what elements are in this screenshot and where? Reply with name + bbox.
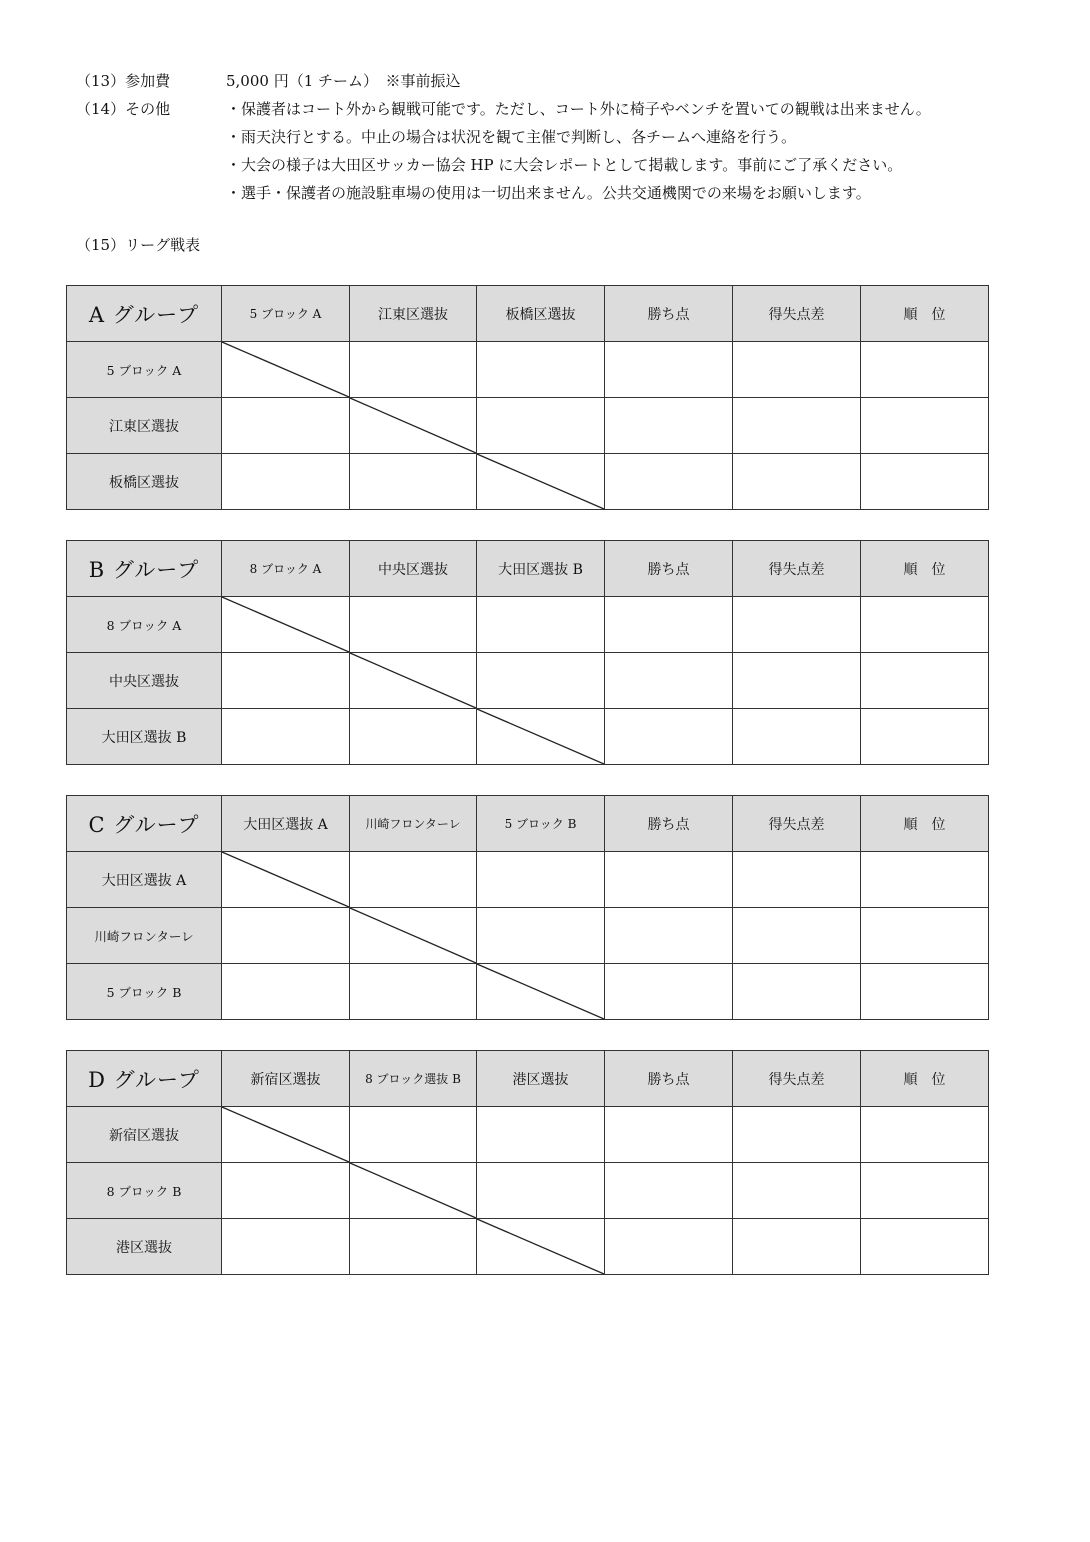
score-cell	[477, 653, 605, 709]
rank-cell	[861, 964, 989, 1020]
other-label: （14）その他	[76, 100, 171, 118]
fee-row	[76, 67, 931, 95]
points-header: 勝ち点	[605, 796, 733, 852]
table-header-row	[67, 541, 989, 597]
group-name: A グループ	[67, 286, 222, 342]
team-row-header: 大田区選抜 A	[67, 852, 222, 908]
table-row	[67, 398, 989, 454]
goal-diff-cell	[733, 597, 861, 653]
table-row	[67, 342, 989, 398]
goal-diff-cell	[733, 908, 861, 964]
team-column-header: 港区選抜	[477, 1051, 605, 1107]
rank-cell	[861, 908, 989, 964]
table-row	[67, 454, 989, 510]
team-row-header: 中央区選抜	[67, 653, 222, 709]
score-cell	[477, 1107, 605, 1163]
other-line: ・保護者はコート外から観戦可能です。ただし、コート外に椅子やベンチを置いての観戦は出来ません。	[226, 100, 931, 118]
diagonal-cell	[222, 597, 350, 653]
group-name: C グループ	[67, 796, 222, 852]
rank-cell	[861, 398, 989, 454]
points-cell	[605, 1219, 733, 1275]
points-header: 勝ち点	[605, 541, 733, 597]
goal-diff-cell	[733, 398, 861, 454]
team-row-header: 新宿区選抜	[67, 1107, 222, 1163]
diagonal-line	[477, 454, 604, 509]
team-column-header: 川崎フロンターレ	[350, 796, 477, 852]
score-cell	[350, 597, 477, 653]
points-cell	[605, 454, 733, 510]
diagonal-line	[477, 1219, 604, 1274]
rank-cell	[861, 1163, 989, 1219]
league-table-group-c	[66, 795, 989, 1020]
diagonal-cell	[222, 852, 350, 908]
score-cell	[222, 398, 350, 454]
score-cell	[350, 454, 477, 510]
team-column-header: 8 ブロック選抜 B	[350, 1051, 477, 1107]
rank-cell	[861, 709, 989, 765]
diagonal-line	[350, 653, 476, 708]
rank-cell	[861, 852, 989, 908]
points-cell	[605, 852, 733, 908]
table-row	[67, 964, 989, 1020]
team-column-header: 板橋区選抜	[477, 286, 605, 342]
diagonal-line	[222, 597, 349, 652]
points-cell	[605, 1163, 733, 1219]
diagonal-line	[477, 964, 604, 1019]
rank-header: 順 位	[861, 286, 989, 342]
table-header-row	[67, 1051, 989, 1107]
goal-diff-cell	[733, 1163, 861, 1219]
diagonal-line	[350, 1163, 476, 1218]
score-cell	[477, 398, 605, 454]
points-header: 勝ち点	[605, 286, 733, 342]
team-row-header: 8 ブロック B	[67, 1163, 222, 1219]
diagonal-line	[222, 1107, 349, 1162]
diagonal-cell	[477, 964, 605, 1020]
score-cell	[222, 1219, 350, 1275]
league-table-group-d	[66, 1050, 989, 1275]
score-cell	[222, 908, 350, 964]
score-cell	[350, 964, 477, 1020]
goal-diff-cell	[733, 852, 861, 908]
table-row	[67, 1107, 989, 1163]
diagonal-line	[222, 342, 349, 397]
score-cell	[477, 1163, 605, 1219]
score-cell	[222, 709, 350, 765]
diagonal-cell	[222, 1107, 350, 1163]
score-cell	[477, 852, 605, 908]
team-row-header: 大田区選抜 B	[67, 709, 222, 765]
goal-diff-cell	[733, 709, 861, 765]
team-row-header: 江東区選抜	[67, 398, 222, 454]
score-cell	[350, 342, 477, 398]
group-name: B グループ	[67, 541, 222, 597]
fee-label: （13）参加費	[76, 72, 171, 90]
rank-header: 順 位	[861, 796, 989, 852]
team-column-header: 5 ブロック A	[222, 286, 350, 342]
table-row	[67, 653, 989, 709]
rank-cell	[861, 597, 989, 653]
group-name: D グループ	[67, 1051, 222, 1107]
goal-diff-cell	[733, 964, 861, 1020]
points-cell	[605, 342, 733, 398]
diagonal-line	[222, 852, 349, 907]
goal-diff-header: 得失点差	[733, 1051, 861, 1107]
points-cell	[605, 964, 733, 1020]
fee-value: 5,000 円（1 チーム） ※事前振込	[226, 72, 461, 90]
table-row	[67, 852, 989, 908]
rank-header: 順 位	[861, 541, 989, 597]
diagonal-cell	[222, 342, 350, 398]
team-column-header: 大田区選抜 B	[477, 541, 605, 597]
info-section	[76, 67, 931, 207]
score-cell	[222, 653, 350, 709]
team-column-header: 5 ブロック B	[477, 796, 605, 852]
league-table-title: （15）リーグ戦表	[76, 236, 201, 254]
points-cell	[605, 709, 733, 765]
goal-diff-cell	[733, 653, 861, 709]
team-column-header: 江東区選抜	[350, 286, 477, 342]
diagonal-cell	[350, 398, 477, 454]
rank-cell	[861, 342, 989, 398]
rank-header: 順 位	[861, 1051, 989, 1107]
league-table-group-b	[66, 540, 989, 765]
other-line: ・選手・保護者の施設駐車場の使用は一切出来ません。公共交通機関での来場をお願いします。	[226, 184, 871, 202]
team-row-header: 板橋区選抜	[67, 454, 222, 510]
team-column-header: 新宿区選抜	[222, 1051, 350, 1107]
other-row	[76, 95, 931, 123]
team-row-header: 5 ブロック A	[67, 342, 222, 398]
team-row-header: 川崎フロンターレ	[67, 908, 222, 964]
team-row-header: 8 ブロック A	[67, 597, 222, 653]
diagonal-cell	[477, 1219, 605, 1275]
points-cell	[605, 597, 733, 653]
other-line: ・大会の様子は大田区サッカー協会 HP に大会レポートとして掲載します。事前にご了承ください。	[226, 156, 903, 174]
score-cell	[350, 1107, 477, 1163]
team-column-header: 8 ブロック A	[222, 541, 350, 597]
score-cell	[350, 709, 477, 765]
score-cell	[222, 964, 350, 1020]
table-row	[67, 908, 989, 964]
table-row	[67, 1163, 989, 1219]
rank-cell	[861, 1219, 989, 1275]
diagonal-line	[350, 398, 476, 453]
table-row	[67, 597, 989, 653]
table-row	[67, 1219, 989, 1275]
score-cell	[350, 852, 477, 908]
score-cell	[477, 908, 605, 964]
league-table-group-a	[66, 285, 989, 510]
points-cell	[605, 398, 733, 454]
table-row	[67, 709, 989, 765]
team-row-header: 5 ブロック B	[67, 964, 222, 1020]
score-cell	[477, 597, 605, 653]
score-cell	[222, 454, 350, 510]
diagonal-cell	[477, 709, 605, 765]
rank-cell	[861, 1107, 989, 1163]
team-row-header: 港区選抜	[67, 1219, 222, 1275]
table-header-row	[67, 286, 989, 342]
diagonal-cell	[477, 454, 605, 510]
score-cell	[350, 1219, 477, 1275]
team-column-header: 中央区選抜	[350, 541, 477, 597]
goal-diff-cell	[733, 454, 861, 510]
diagonal-cell	[350, 908, 477, 964]
diagonal-cell	[350, 1163, 477, 1219]
points-cell	[605, 1107, 733, 1163]
other-line: ・雨天決行とする。中止の場合は状況を観て主催で判断し、各チームへ連絡を行う。	[226, 128, 797, 146]
team-column-header: 大田区選抜 A	[222, 796, 350, 852]
score-cell	[477, 342, 605, 398]
diagonal-cell	[350, 653, 477, 709]
points-cell	[605, 653, 733, 709]
goal-diff-cell	[733, 342, 861, 398]
score-cell	[222, 1163, 350, 1219]
rank-cell	[861, 653, 989, 709]
points-header: 勝ち点	[605, 1051, 733, 1107]
goal-diff-header: 得失点差	[733, 796, 861, 852]
table-header-row	[67, 796, 989, 852]
goal-diff-cell	[733, 1107, 861, 1163]
diagonal-line	[350, 908, 476, 963]
rank-cell	[861, 454, 989, 510]
diagonal-line	[477, 709, 604, 764]
points-cell	[605, 908, 733, 964]
goal-diff-cell	[733, 1219, 861, 1275]
goal-diff-header: 得失点差	[733, 286, 861, 342]
goal-diff-header: 得失点差	[733, 541, 861, 597]
